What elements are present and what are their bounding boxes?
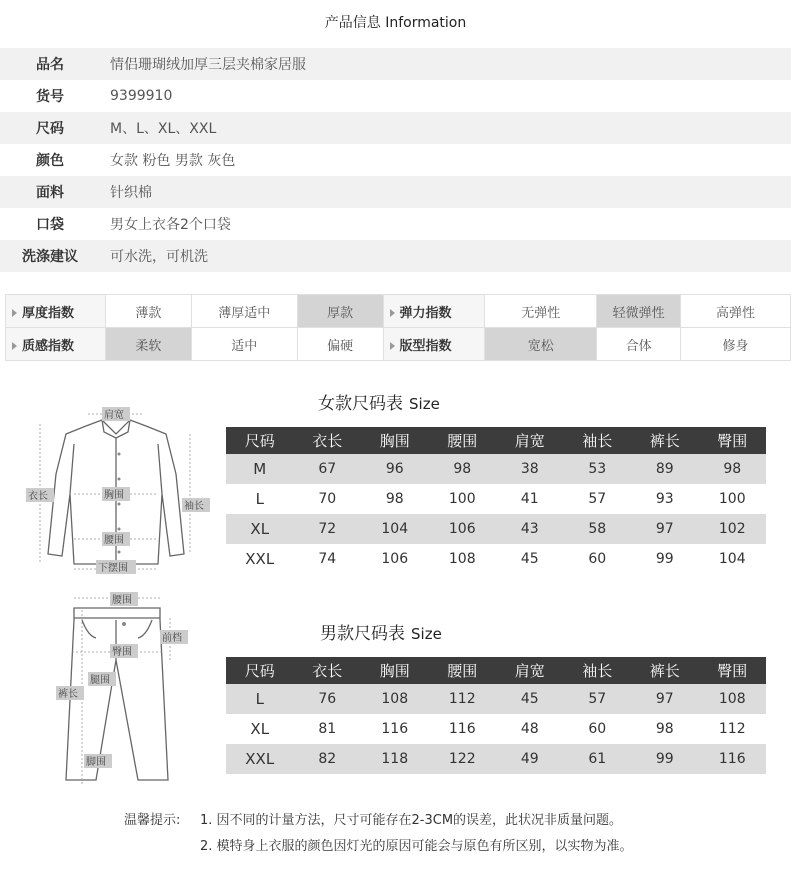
attr-label-texture: 质感指数 (6, 328, 106, 361)
cell: 58 (564, 514, 632, 544)
cell: 99 (655, 551, 674, 567)
info-row-fabric (0, 176, 791, 208)
cell: 70 (318, 491, 337, 507)
attribute-index-table (5, 294, 791, 361)
attr-option-selected: 柔软 (105, 328, 191, 361)
cell: 57 (564, 684, 632, 714)
cell: 106 (429, 514, 497, 544)
label-crotch: 前档 (162, 633, 182, 644)
pants-diagram (52, 590, 192, 790)
label-chest: 胸围 (104, 490, 124, 501)
cell: 96 (361, 454, 429, 484)
col-header: 胸围 (361, 427, 429, 454)
col-header: 袖长 (564, 427, 632, 454)
attr-option: 合体 (597, 328, 681, 361)
info-row-name (0, 48, 791, 80)
info-value: 情侣珊瑚绒加厚三层夹棉家居服 (110, 57, 306, 73)
col-header: 臀围 (699, 427, 767, 454)
info-value: 男女上衣各2个口袋 (110, 217, 231, 233)
info-row-pocket (0, 208, 791, 240)
info-value: 针织棉 (110, 185, 152, 201)
attr-option: 无弹性 (485, 295, 597, 328)
notes (124, 808, 633, 860)
cell: 116 (699, 744, 767, 774)
attr-option-selected: 厚款 (297, 295, 383, 328)
attr-option: 薄厚适中 (191, 295, 297, 328)
note-item: 1. 因不同的计量方法，尺寸可能存在2-3CM的误差，此状况非质量问题。 (200, 813, 623, 828)
cell: 102 (699, 514, 767, 544)
col-header: 裤长 (631, 427, 699, 454)
men-size-title: 男款尺码表 Size (320, 624, 442, 644)
cell: 45 (520, 551, 539, 567)
info-value: 女款 粉色 男款 灰色 (110, 153, 236, 169)
cell: 48 (520, 721, 539, 737)
cell: 97 (631, 514, 699, 544)
cell: 89 (631, 454, 699, 484)
cell: 108 (361, 684, 429, 714)
label-foot: 脚围 (86, 757, 106, 768)
cell: 99 (631, 744, 699, 774)
table-row (226, 484, 766, 514)
table-row (226, 744, 766, 774)
col-header: 腰围 (429, 427, 497, 454)
cell: 60 (588, 721, 607, 737)
cell: 76 (294, 684, 362, 714)
cell: 74 (318, 551, 337, 567)
cell: XXL (226, 744, 294, 774)
cell: L (255, 490, 264, 508)
attr-option: 高弹性 (681, 295, 791, 328)
cell: 108 (448, 551, 476, 567)
cell: 61 (564, 744, 632, 774)
cell: 122 (429, 744, 497, 774)
cell: 41 (520, 491, 539, 507)
cell: 98 (385, 491, 404, 507)
attr-option: 修身 (681, 328, 791, 361)
cell: 38 (496, 454, 564, 484)
cell: L (226, 684, 294, 714)
cell: 112 (718, 721, 746, 737)
label-hem: 下摆围 (98, 563, 128, 574)
table-row (226, 544, 766, 574)
men-size-table (226, 657, 766, 774)
info-row-size (0, 112, 791, 144)
women-size-title: 女款尺码表 Size (318, 394, 440, 414)
cell: 57 (588, 491, 607, 507)
attr-option: 薄款 (105, 295, 191, 328)
page-title: 产品信息 Information (324, 15, 467, 31)
label-hip: 臀围 (112, 647, 132, 658)
info-key: 货号 (36, 89, 64, 105)
product-info-list (0, 48, 791, 272)
cell: 53 (564, 454, 632, 484)
cell: XL (226, 514, 294, 544)
women-size-table (226, 427, 766, 574)
label-length: 衣长 (28, 491, 48, 502)
cell: 81 (318, 721, 337, 737)
info-value: 可水洗，可机洗 (110, 249, 208, 265)
cell: 98 (429, 454, 497, 484)
attr-label-fit: 版型指数 (383, 328, 485, 361)
info-row-color (0, 144, 791, 176)
attr-option-selected: 宽松 (485, 328, 597, 361)
info-row-wash (0, 240, 791, 272)
cell: 98 (699, 454, 767, 484)
info-value: M、L、XL、XXL (110, 121, 217, 137)
cell: 118 (361, 744, 429, 774)
col-header: 肩宽 (496, 657, 564, 684)
shirt-diagram (22, 404, 214, 580)
note-item: 2. 模特身上衣服的颜色因灯光的原因可能会与原色有所区别，以实物为准。 (200, 839, 633, 854)
col-header: 胸围 (361, 657, 429, 684)
info-row-sku (0, 80, 791, 112)
col-header: 衣长 (294, 427, 362, 454)
cell: 60 (588, 551, 607, 567)
table-row (226, 714, 766, 744)
label-thigh: 腿围 (90, 675, 110, 686)
info-key: 颜色 (36, 153, 64, 169)
attr-option: 偏硬 (297, 328, 383, 361)
col-header: 肩宽 (496, 427, 564, 454)
cell: 72 (294, 514, 362, 544)
table-row (226, 684, 766, 714)
cell: 67 (294, 454, 362, 484)
cell: 104 (361, 514, 429, 544)
label-waist: 腰围 (104, 535, 124, 546)
col-header: 袖长 (564, 657, 632, 684)
cell: M (226, 454, 294, 484)
col-header: 腰围 (429, 657, 497, 684)
cell: XXL (245, 550, 275, 568)
info-value: 9399910 (110, 88, 173, 104)
info-key: 洗涤建议 (22, 249, 78, 265)
label-shoulder: 肩宽 (104, 410, 124, 421)
cell: 100 (718, 491, 746, 507)
attr-label-thickness: 厚度指数 (6, 295, 106, 328)
info-key: 尺码 (36, 121, 64, 137)
cell: 116 (448, 721, 476, 737)
cell: 100 (448, 491, 476, 507)
cell: 93 (655, 491, 674, 507)
cell: 108 (699, 684, 767, 714)
cell: 43 (496, 514, 564, 544)
info-key: 口袋 (36, 217, 64, 233)
cell: 116 (381, 721, 409, 737)
label-sleeve: 袖长 (184, 501, 204, 512)
cell: 45 (496, 684, 564, 714)
col-header: 衣长 (294, 657, 362, 684)
col-header: 裤长 (631, 657, 699, 684)
label-pants-length: 裤长 (58, 689, 78, 700)
table-row (226, 454, 766, 484)
notes-heading: 温馨提示: (124, 813, 181, 828)
cell: 104 (718, 551, 746, 567)
attr-option: 适中 (191, 328, 297, 361)
cell: 82 (294, 744, 362, 774)
cell: 106 (381, 551, 409, 567)
cell: XL (250, 720, 270, 738)
col-header: 臀围 (699, 657, 767, 684)
cell: 112 (429, 684, 497, 714)
cell: 98 (655, 721, 674, 737)
col-header: 尺码 (226, 427, 294, 454)
table-row (226, 514, 766, 544)
label-pants-waist: 腰围 (112, 595, 132, 606)
info-key: 品名 (36, 57, 64, 73)
info-key: 面料 (36, 185, 64, 201)
cell: 97 (631, 684, 699, 714)
col-header: 尺码 (226, 657, 294, 684)
attr-label-elasticity: 弹力指数 (383, 295, 485, 328)
attr-option-selected: 轻微弹性 (597, 295, 681, 328)
cell: 49 (496, 744, 564, 774)
